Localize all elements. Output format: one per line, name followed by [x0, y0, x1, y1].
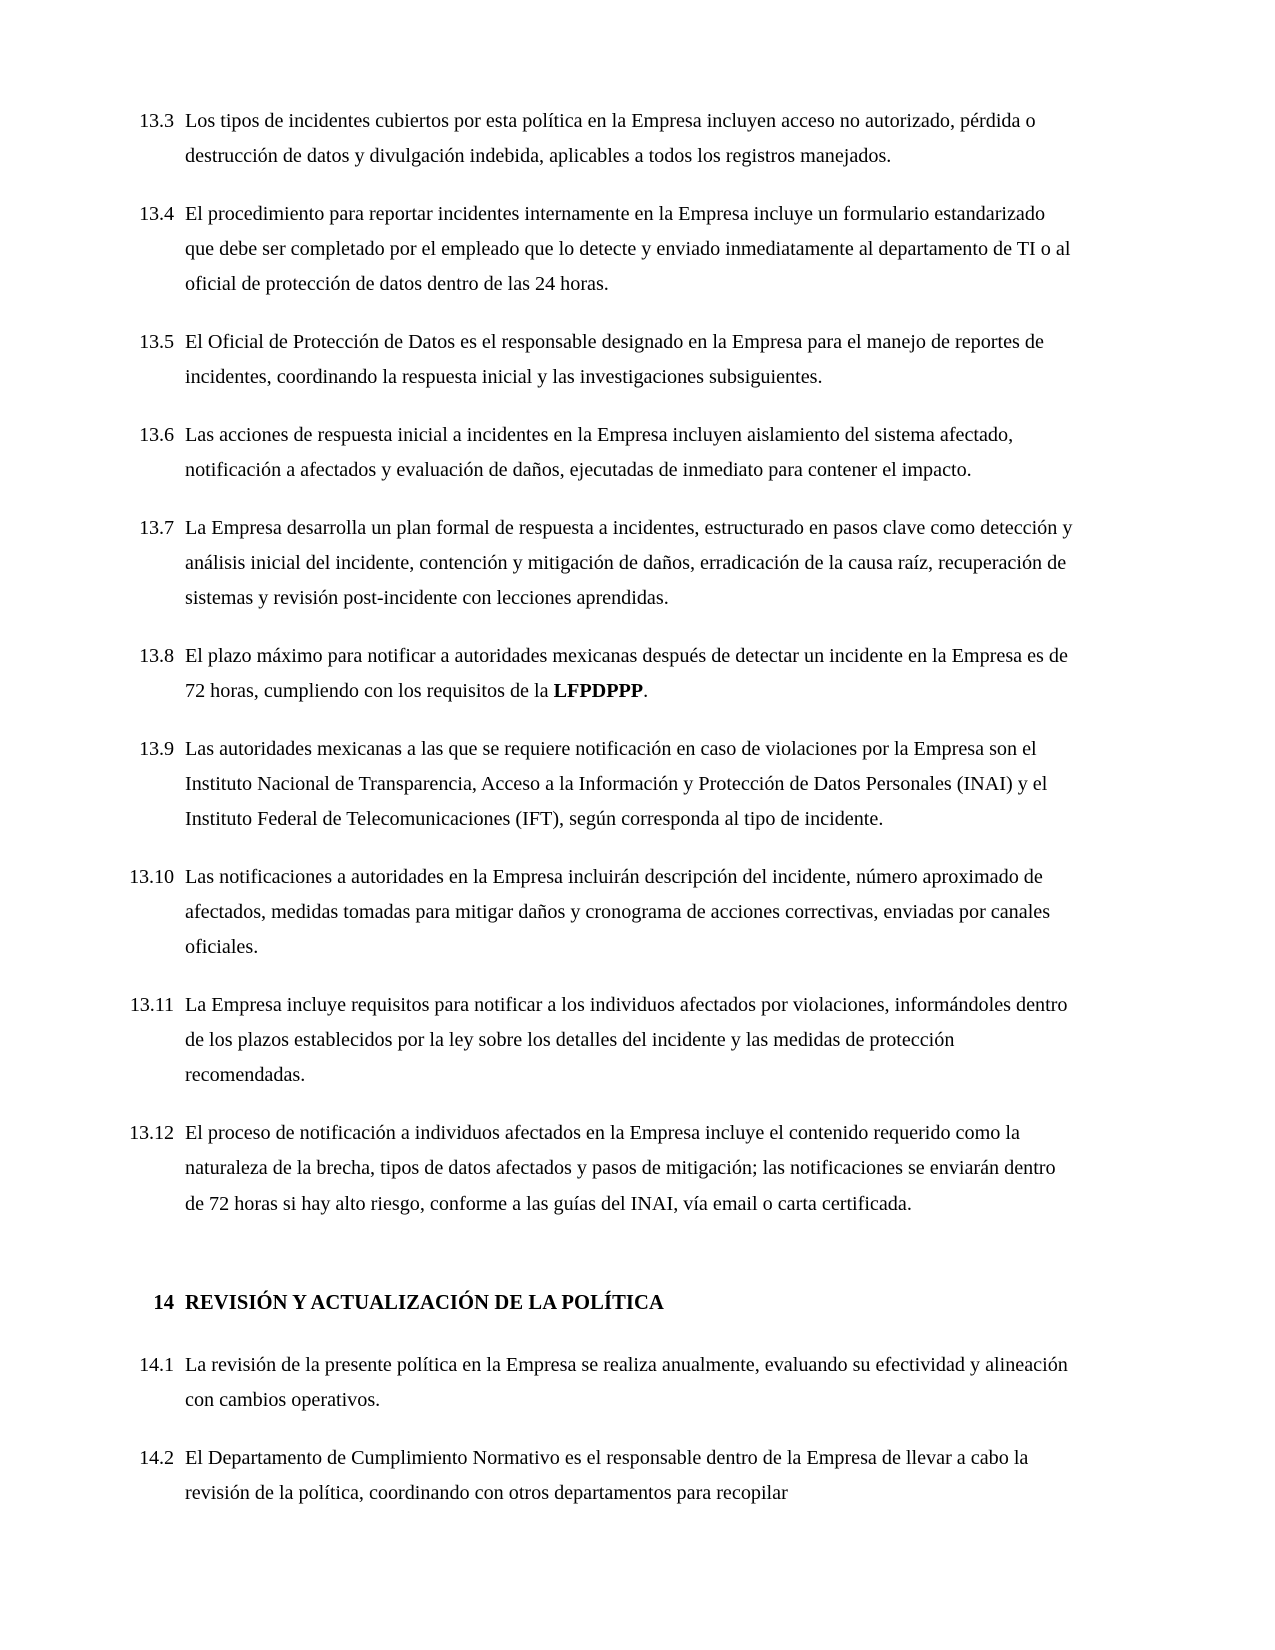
clause-text: El proceso de notificación a individuos afectados en la Empresa incluye el contenido requerido como la naturaleza de la brecha, tipos de datos afectados y pasos de mitigación; las notificaciones se enviarán dentro de 72 horas si hay alto riesgo, conforme a las guías del INAI, vía email o carta certificada. — [185, 1122, 1056, 1215]
law-acronym-lfpdppp: LFPDPPP — [553, 680, 644, 703]
clause-13-12 — [122, 1116, 1077, 1222]
clause-number: 13.3 — [139, 110, 174, 132]
section-title: REVISIÓN Y ACTUALIZACIÓN DE LA POLÍTICA — [185, 1291, 664, 1314]
clause-13-7 — [122, 511, 1077, 617]
clause-number: 13.5 — [139, 331, 174, 354]
clause-text: Las notificaciones a autoridades en la Empresa incluirán descripción del incidente, número aproximado de afectados, medidas tomadas para mitigar daños y cronograma de acciones correctivas, enviadas por canales oficiales. — [185, 865, 1051, 959]
clause-text: El Oficial de Protección de Datos es el responsable designado en la Empresa para el manejo de reportes de incidentes, coordinando la respuesta inicial y las investigaciones subsiguientes. — [185, 331, 1044, 389]
clause-14-1 — [122, 1348, 1077, 1418]
clause-13-5 — [122, 325, 1077, 395]
clause-13-8 — [122, 639, 1077, 709]
clause-13-11 — [122, 988, 1077, 1094]
clause-text-tail: . — [643, 680, 649, 703]
clause-text: Los tipos de incidentes cubiertos por esta política en la Empresa incluyen acceso no autorizado, pérdida o destrucción de datos y divulgación indebida, aplicables a todos los registros manejados. — [185, 110, 1036, 168]
clause-number: 14.1 — [139, 1353, 174, 1376]
clause-13-6 — [122, 418, 1077, 488]
document-content — [122, 104, 1077, 1511]
clause-text: Las acciones de respuesta inicial a incidentes en la Empresa incluyen aislamiento del sistema afectado, notificación a afectados y evaluación de daños, ejecutadas de inmediato para contener el impacto. — [185, 423, 1014, 482]
clause-13-4 — [122, 197, 1077, 303]
clause-number: 13.7 — [139, 516, 174, 539]
clause-text: El Departamento de Cumplimiento Normativo es el responsable dentro de la Empresa de llevar a cabo la revisión de la política, coordinando con otros departamentos para recopilar — [185, 1446, 1029, 1504]
clause-number: 13.10 — [129, 865, 174, 888]
clause-13-9 — [122, 732, 1077, 838]
clause-13-3 — [122, 104, 1077, 174]
clause-number: 14.2 — [139, 1446, 174, 1469]
clause-number: 13.8 — [139, 644, 174, 667]
clause-number: 13.12 — [129, 1122, 174, 1145]
clause-text-lead: El plazo máximo para notificar a autoridades mexicanas después de detectar un incidente en la Empresa es de 72 horas, cumpliendo con los requisitos de la — [185, 644, 1068, 703]
clause-text: La Empresa incluye requisitos para notificar a los individuos afectados por violaciones, informándoles dentro de los plazos establecidos por la ley sobre los detalles del incidente y las medidas de protección recomendadas. — [185, 994, 1068, 1087]
clause-text: Las autoridades mexicanas a las que se requiere notificación en caso de violaciones por la Empresa son el Instituto Nacional de Transparencia, Acceso a la Información y Protección de Datos Personales (INAI) y el Instituto Federal de Telecomunicaciones (IFT), según corresponda al tipo de incidente. — [185, 737, 1048, 831]
section-number: 14 — [153, 1291, 174, 1314]
section-heading-14 — [122, 1286, 1077, 1320]
clause-text: El procedimiento para reportar incidentes internamente en la Empresa incluye un formulario estandarizado que debe ser completado por el empleado que lo detecte y enviado inmediatamente al departamento de TI o al oficial de protección de datos dentro de las 24 horas. — [185, 202, 1071, 296]
clause-text — [185, 639, 1077, 709]
clause-text: La revisión de la presente política en la Empresa se realiza anualmente, evaluando su efectividad y alineación con cambios operativos. — [185, 1353, 1068, 1411]
clause-14-2 — [122, 1441, 1077, 1511]
clause-number: 13.4 — [139, 202, 174, 225]
clause-number: 13.9 — [139, 737, 174, 760]
clause-13-10 — [122, 860, 1077, 966]
clause-number: 13.6 — [139, 423, 174, 446]
clause-number: 13.11 — [129, 994, 174, 1017]
clause-text: La Empresa desarrolla un plan formal de respuesta a incidentes, estructurado en pasos clave como detección y análisis inicial del incidente, contención y mitigación de daños, erradicación de la causa raíz, recuperación de sistemas y revisión post-incidente con lecciones aprendidas. — [185, 516, 1073, 610]
